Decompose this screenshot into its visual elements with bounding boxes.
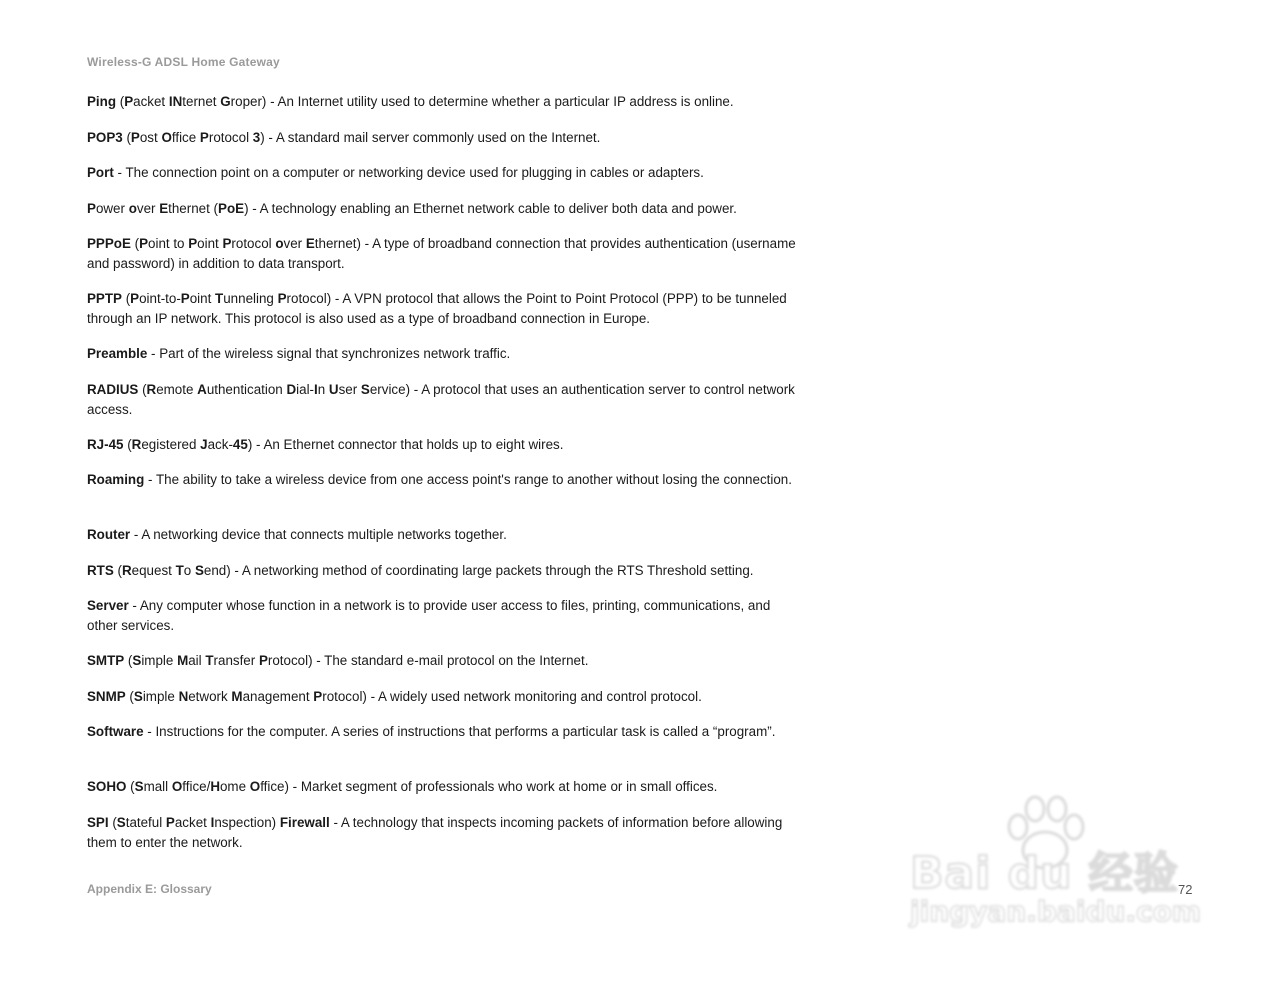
watermark-main-text: Bai du 经验 [910,848,1179,899]
watermark-url-text: jingyan.baidu.com [910,895,1202,928]
glossary-entry: SOHO (Small Office/Home Office) - Market segment of professionals who work at home or in small offices. [87,779,718,794]
glossary-entry: Preamble - Part of the wireless signal that synchronizes network traffic. [87,346,511,361]
document-header: Wireless-G ADSL Home Gateway [87,55,280,69]
glossary-entry: SMTP (Simple Mail Transfer Protocol) - The standard e-mail protocol on the Internet. [87,653,589,668]
glossary-entry: SNMP (Simple Network Management Protocol) - A widely used network monitoring and control protocol. [87,689,702,704]
glossary-entry: PPPoE (Point to Point Protocol over Ethernet) - A type of broadband connection that provides authentication (username and password) in addition to data transport. [87,236,796,271]
glossary-entry: Roaming - The ability to take a wireless device from one access point's range to another without losing the connection. [87,472,792,487]
section-footer: Appendix E: Glossary [87,882,212,896]
glossary-entry: Ping (Packet INternet Groper) - An Internet utility used to determine whether a particular IP address is online. [87,94,734,109]
baidu-watermark [900,795,1210,945]
glossary-entry: Server - Any computer whose function in a network is to provide user access to files, printing, communications, and other services. [87,598,771,633]
glossary-entry: POP3 (Post Office Protocol 3) - A standard mail server commonly used on the Internet. [87,130,601,145]
glossary-entry: Port - The connection point on a computer or networking device used for plugging in cables or adapters. [87,165,704,180]
glossary-entry: Power over Ethernet (PoE) - A technology enabling an Ethernet network cable to deliver both data and power. [87,201,737,216]
glossary-entry: Software - Instructions for the computer. A series of instructions that performs a particular task is called a “program”. [87,724,776,739]
glossary-entry: RTS (Request To Send) - A networking method of coordinating large packets through the RTS Threshold setting. [87,563,754,578]
glossary-entry: Router - A networking device that connects multiple networks together. [87,527,507,542]
glossary-entry: PPTP (Point-to-Point Tunneling Protocol) - A VPN protocol that allows the Point to Point Protocol (PPP) to be tunneled through an IP network. This protocol is also used as a type of broadband connection in Europe. [87,291,787,326]
glossary-entry: SPI (Stateful Packet Inspection) Firewall - A technology that inspects incoming packets of information before allowing them to enter the network. [87,815,783,850]
glossary-entry: RJ-45 (Registered Jack-45) - An Ethernet connector that holds up to eight wires. [87,437,564,452]
page-number: 72 [1178,882,1193,897]
glossary-entry: RADIUS (Remote Authentication Dial-In User Service) - A protocol that uses an authentication server to control network access. [87,382,795,417]
